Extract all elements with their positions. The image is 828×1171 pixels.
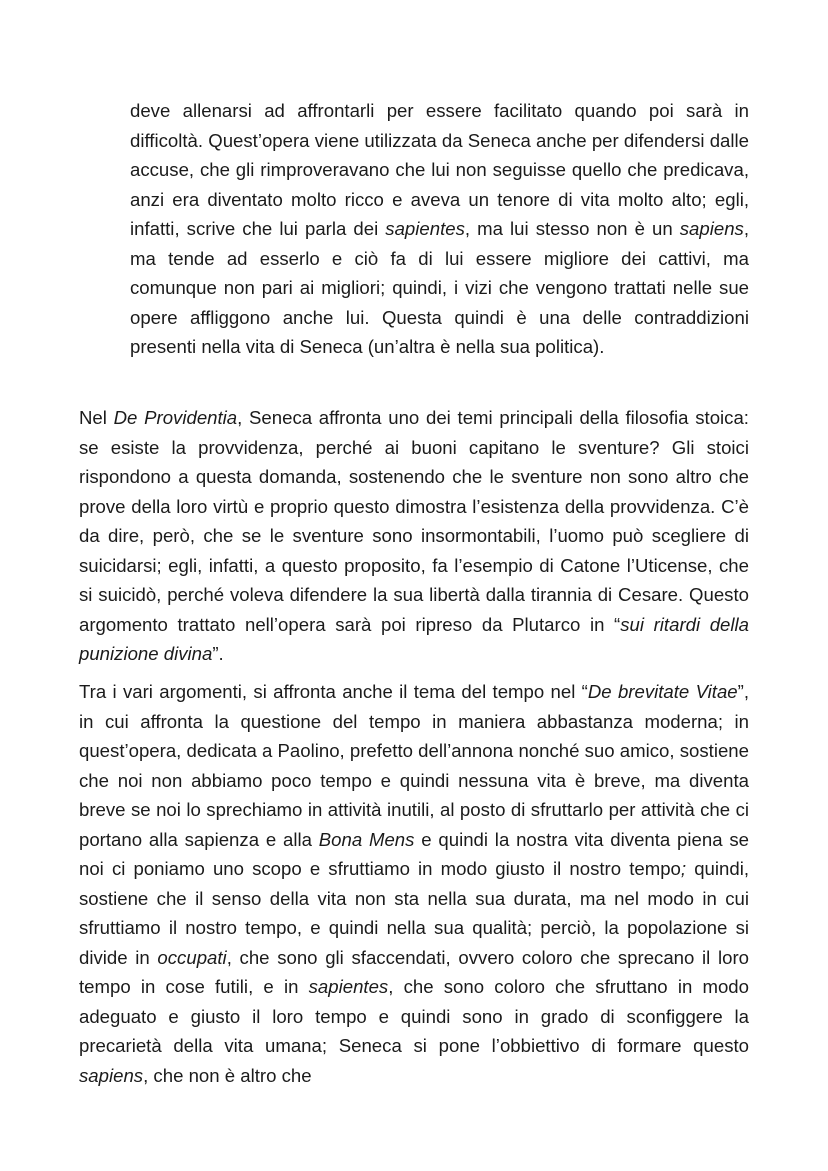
italic-term: sapiens	[79, 1064, 144, 1086]
italic-title: sui ritardi della punizione divina	[79, 613, 749, 664]
text-run: , ma lui stesso non è un	[464, 218, 680, 239]
text-run: e quindi la nostra vita diventa piena se noi ci poniamo uno scopo e sfruttiamo in modo giusto il nostro tempo	[79, 828, 749, 879]
paragraph-de-brevitate-vitae	[79, 677, 749, 1090]
text-run: ”, in cui affronta la questione del tempo in maniera abbastanza moderna; in quest’opera, dedicata a Paolino, prefetto dell’annona nonché suo amico, sostiene che noi non abbiamo poco tempo e quindi nessuna vita è breve, ma diventa breve se noi lo sprechiamo in attività inutili, al posto di sfruttarlo per attività che ci portano alla sapienza e alla	[79, 681, 750, 850]
text-run: , che sono coloro che sfruttano in modo adeguato e giusto il loro tempo e quindi sono in grado di sconfiggere la precarietà della vita umana; Seneca si pone l’obbiettivo di formare questo	[79, 976, 749, 1056]
paragraph-de-providentia	[79, 403, 749, 669]
text-run: deve allenarsi ad affrontarli per essere facilitato quando poi sarà in difficoltà. Quest’opera viene utilizzata da Seneca anche per difendersi dalle accuse, che gli rimproveravano che lui non seguisse quello che predicava, anzi era diventato molto ricco e aveva un tenore di vita molto alto; egli, infatti, scrive che lui parla dei	[130, 100, 749, 239]
italic-punctuation: ;	[680, 858, 687, 879]
italic-term: sapiens	[679, 218, 744, 239]
italic-term: Bona Mens	[318, 828, 415, 850]
italic-term: occupati	[157, 946, 227, 968]
italic-title: De Providentia	[113, 407, 238, 428]
text-run: Nel	[79, 407, 114, 428]
text-run: , ma tende ad esserlo e ciò fa di lui essere migliore dei cattivi, ma comunque non pari ai migliori; quindi, i vizi che vengono trattati nelle sue opere affliggono anche lui. Questa quindi è una delle contraddizioni presenti nella vita di Seneca (un’altra è nella sua politica).	[130, 218, 750, 357]
paragraph-indented-quote	[130, 96, 749, 362]
text-run: , Seneca affronta uno dei temi principali della filosofia stoica: se esiste la provvidenza, perché ai buoni capitano le sventure? Gli stoici rispondono a questa domanda, sostenendo che le sventure non sono altro che prove della loro virtù e proprio questo dimostra l’esistenza della provvidenza. C’è da dire, però, che se le sventure sono insormontabili, l’uomo può scegliere di suicidarsi; egli, infatti, a questo proposito, fa l’esempio di Catone l’Uticense, che si suicidò, perché voleva difendere la sua libertà dalla tirannia di Cesare. Questo argomento trattato nell’opera sarà poi ripreso da Plutarco in “	[79, 407, 749, 635]
text-run: Tra i vari argomenti, si affronta anche il tema del tempo nel “	[79, 681, 588, 702]
italic-term: sapientes	[308, 976, 389, 997]
text-run: ”.	[212, 643, 224, 664]
text-run: , che sono gli sfaccendati, ovvero coloro che sprecano il loro tempo in cose futili, e in	[79, 946, 749, 997]
italic-title: De brevitate Vitae	[587, 681, 738, 702]
text-run: quindi, sostiene che il senso della vita non sta nella sua durata, ma nel modo in cui sfruttiamo il nostro tempo, e quindi nella sua qualità; perciò, la popolazione si divide in	[79, 858, 749, 968]
text-run: , che non è altro che	[143, 1064, 312, 1086]
italic-term: sapientes	[385, 218, 465, 239]
